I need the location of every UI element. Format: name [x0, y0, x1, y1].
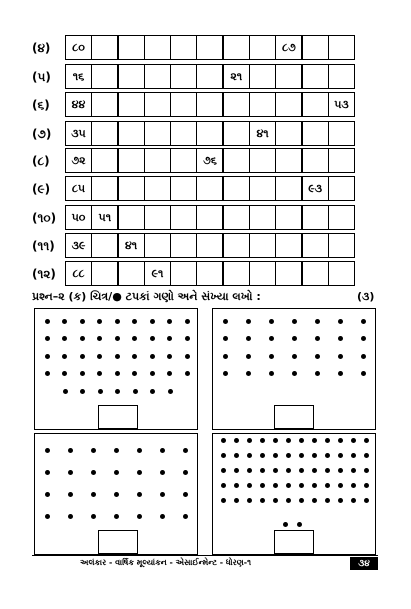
dot	[160, 448, 165, 453]
grid-cell	[249, 261, 277, 286]
dot	[351, 498, 356, 503]
grid-cell	[144, 35, 172, 60]
grid-cell	[222, 176, 250, 201]
dot	[97, 371, 102, 376]
dot	[150, 354, 155, 359]
dot	[221, 468, 226, 473]
dot	[338, 483, 343, 488]
grid-row	[66, 176, 355, 201]
grid-cell: ૫૧	[91, 205, 119, 230]
dot	[183, 492, 188, 497]
dot	[361, 336, 366, 341]
grid-cell	[144, 233, 172, 258]
dot	[247, 453, 252, 458]
grid-cell	[170, 92, 198, 117]
grid-cell	[328, 35, 356, 60]
grid-cell	[117, 148, 145, 173]
grid-cell	[144, 205, 172, 230]
grid-cell	[275, 205, 303, 230]
grid-cell: ૪૪	[65, 92, 93, 117]
dot	[150, 319, 155, 324]
grid-cell: ૮૦	[65, 35, 93, 60]
grid-cell	[301, 233, 329, 258]
grid-cell	[328, 176, 356, 201]
dot	[315, 336, 320, 341]
grid-cell	[328, 261, 356, 286]
grid-cell	[275, 92, 303, 117]
dot	[312, 453, 317, 458]
dot	[185, 336, 190, 341]
dot	[315, 371, 320, 376]
dot	[132, 319, 137, 324]
dot	[286, 438, 291, 443]
grid-cell	[275, 121, 303, 146]
dot	[234, 498, 239, 503]
dot	[150, 371, 155, 376]
dot	[338, 438, 343, 443]
dot	[137, 492, 142, 497]
dot	[98, 389, 103, 394]
dot	[68, 514, 73, 519]
dot	[312, 483, 317, 488]
grid-cell: ૯૧	[144, 261, 172, 286]
dot	[338, 319, 343, 324]
grid-row	[66, 92, 355, 117]
dot	[338, 354, 343, 359]
dot	[62, 354, 67, 359]
dot	[351, 438, 356, 443]
dot	[183, 514, 188, 519]
grid-cell	[144, 64, 172, 89]
dot	[246, 371, 251, 376]
grid-cell	[91, 261, 119, 286]
grid-cell	[196, 176, 224, 201]
grid-cell	[170, 205, 198, 230]
grid-cell	[91, 148, 119, 173]
grid-cell	[170, 121, 198, 146]
dot	[68, 492, 73, 497]
grid-cell	[91, 121, 119, 146]
grid-cell	[91, 176, 119, 201]
grid-cell	[196, 35, 224, 60]
grid-cell	[117, 121, 145, 146]
grid-cell: ૩૯	[65, 233, 93, 258]
dot	[221, 483, 226, 488]
grid-row	[66, 148, 355, 173]
dot	[223, 319, 228, 324]
grid-cell	[117, 35, 145, 60]
page-number: ૩૪	[350, 557, 378, 570]
dot	[361, 371, 366, 376]
dot	[45, 354, 50, 359]
grid-cell	[196, 121, 224, 146]
grid-cell	[222, 205, 250, 230]
dot	[115, 319, 120, 324]
dot	[168, 389, 173, 394]
grid-row	[66, 205, 355, 230]
grid-cell	[117, 176, 145, 201]
grid-cell: ૯૩	[301, 176, 329, 201]
dot	[292, 371, 297, 376]
row-label: (૧૦)	[32, 211, 57, 225]
row-label: (૯)	[32, 182, 51, 196]
dot	[299, 453, 304, 458]
dot	[273, 468, 278, 473]
dot	[45, 514, 50, 519]
dot	[80, 336, 85, 341]
dot	[185, 354, 190, 359]
dot	[325, 483, 330, 488]
dot	[114, 470, 119, 475]
dot	[246, 319, 251, 324]
grid-cell: ૭૬	[196, 148, 224, 173]
dot	[80, 354, 85, 359]
dot	[315, 319, 320, 324]
row-label: (૭)	[32, 127, 52, 141]
grid-cell: ૭૨	[65, 148, 93, 173]
dot	[97, 336, 102, 341]
dot	[150, 336, 155, 341]
dot	[115, 389, 120, 394]
dot	[167, 336, 172, 341]
row-label: (૮)	[32, 154, 50, 168]
dot	[351, 483, 356, 488]
dot-panel-4	[212, 433, 376, 555]
goal-box	[274, 530, 314, 554]
dot	[364, 438, 369, 443]
dot-panel-2	[212, 308, 376, 430]
grid-cell	[249, 92, 277, 117]
dot	[247, 498, 252, 503]
grid-cell	[170, 148, 198, 173]
dot	[45, 319, 50, 324]
footer-text: અલંકાર - વાર્ષિક મૂલ્યાંકન - એસાઈન્મેન્ટ - ધોરણ-૧	[80, 558, 252, 567]
dot	[260, 483, 265, 488]
dot	[315, 354, 320, 359]
dot	[114, 514, 119, 519]
grid-cell	[275, 64, 303, 89]
goal-box	[274, 405, 314, 429]
dot	[115, 354, 120, 359]
dot	[80, 371, 85, 376]
dot	[132, 336, 137, 341]
dot	[137, 470, 142, 475]
dot	[97, 319, 102, 324]
dot	[167, 319, 172, 324]
dot	[247, 468, 252, 473]
grid-cell	[170, 176, 198, 201]
dot	[45, 470, 50, 475]
dot	[167, 354, 172, 359]
grid-cell: ૨૧	[222, 64, 250, 89]
dot	[160, 492, 165, 497]
footer-rule	[32, 555, 378, 556]
dot	[361, 319, 366, 324]
grid-cell	[91, 233, 119, 258]
grid-cell: ૫૦	[65, 205, 93, 230]
grid-cell	[91, 64, 119, 89]
dot	[286, 498, 291, 503]
grid-cell	[117, 261, 145, 286]
dot	[221, 453, 226, 458]
grid-cell: ૩૫	[65, 121, 93, 146]
dot	[351, 453, 356, 458]
dot	[351, 468, 356, 473]
dot	[283, 522, 288, 527]
dot	[114, 492, 119, 497]
dot	[299, 438, 304, 443]
grid-cell	[222, 35, 250, 60]
grid-cell	[91, 35, 119, 60]
dot	[260, 468, 265, 473]
dot	[97, 354, 102, 359]
grid-cell	[328, 205, 356, 230]
dot	[183, 448, 188, 453]
grid-cell	[328, 148, 356, 173]
grid-cell	[249, 148, 277, 173]
dot	[338, 371, 343, 376]
dot	[62, 319, 67, 324]
dot	[223, 354, 228, 359]
grid-cell	[301, 92, 329, 117]
grid-cell	[301, 261, 329, 286]
dot	[150, 389, 155, 394]
dot	[115, 371, 120, 376]
grid-cell: ૮૮	[65, 261, 93, 286]
grid-cell	[144, 121, 172, 146]
grid-cell	[301, 205, 329, 230]
dot	[292, 354, 297, 359]
grid-cell: ૫૩	[328, 92, 356, 117]
grid-cell	[117, 205, 145, 230]
dot	[312, 498, 317, 503]
grid-cell	[301, 35, 329, 60]
dot	[286, 468, 291, 473]
grid-cell	[222, 148, 250, 173]
grid-cell	[249, 233, 277, 258]
grid-cell	[222, 261, 250, 286]
dot	[361, 354, 366, 359]
grid-cell: ૮૭	[275, 35, 303, 60]
grid-cell	[196, 64, 224, 89]
grid-cell	[275, 176, 303, 201]
dot	[325, 498, 330, 503]
dot	[269, 336, 274, 341]
dot	[132, 354, 137, 359]
dot	[62, 336, 67, 341]
dot	[273, 438, 278, 443]
dot	[234, 468, 239, 473]
dot	[325, 453, 330, 458]
dot	[338, 468, 343, 473]
dot	[63, 389, 68, 394]
grid-cell	[170, 261, 198, 286]
dot	[115, 336, 120, 341]
grid-cell	[222, 92, 250, 117]
dot	[185, 371, 190, 376]
dot	[223, 336, 228, 341]
dot	[183, 470, 188, 475]
dot	[312, 438, 317, 443]
dot	[45, 492, 50, 497]
dot	[91, 470, 96, 475]
grid-cell	[196, 92, 224, 117]
grid-cell	[144, 176, 172, 201]
dot	[247, 438, 252, 443]
dot	[273, 498, 278, 503]
row-label: (૧૨)	[32, 267, 56, 281]
grid-cell	[170, 233, 198, 258]
dot	[246, 354, 251, 359]
grid-cell	[328, 121, 356, 146]
grid-cell	[196, 205, 224, 230]
dot	[68, 470, 73, 475]
dot	[133, 389, 138, 394]
grid-cell	[144, 92, 172, 117]
dot	[260, 498, 265, 503]
dot-panel-1	[34, 308, 198, 430]
goal-box	[98, 405, 138, 429]
grid-cell	[117, 64, 145, 89]
dot	[167, 371, 172, 376]
dot	[223, 371, 228, 376]
dot	[132, 371, 137, 376]
dot	[260, 438, 265, 443]
grid-cell	[328, 64, 356, 89]
grid-cell	[301, 121, 329, 146]
grid-cell	[196, 233, 224, 258]
question-marks: (૩)	[357, 290, 375, 303]
dot	[269, 371, 274, 376]
dot	[286, 483, 291, 488]
grid-cell: ૧૬	[65, 64, 93, 89]
grid-cell	[275, 148, 303, 173]
grid-row	[66, 35, 355, 60]
dot	[338, 453, 343, 458]
dot	[234, 438, 239, 443]
dot	[325, 438, 330, 443]
dot	[137, 448, 142, 453]
question-title: પ્રશ્ન–૨ (ક) ચિત્ર/● ટપકાં ગણો અને સંખ્યા લખો :	[32, 290, 261, 303]
grid-cell	[249, 176, 277, 201]
grid-cell	[301, 148, 329, 173]
dot	[297, 522, 302, 527]
row-label: (૧૧)	[32, 239, 55, 253]
dot	[160, 470, 165, 475]
grid-cell	[275, 233, 303, 258]
dot	[221, 498, 226, 503]
grid-cell	[170, 35, 198, 60]
dot	[247, 483, 252, 488]
dot	[80, 389, 85, 394]
grid-row	[66, 121, 355, 146]
dot	[221, 438, 226, 443]
grid-cell	[249, 205, 277, 230]
dot	[364, 468, 369, 473]
grid-cell	[328, 233, 356, 258]
dot	[62, 371, 67, 376]
grid-row	[66, 233, 355, 258]
dot	[45, 448, 50, 453]
grid-cell	[249, 64, 277, 89]
row-label: (૬)	[32, 98, 50, 112]
grid-row	[66, 64, 355, 89]
grid-row	[66, 261, 355, 286]
row-label: (૪)	[32, 41, 51, 55]
dot	[91, 492, 96, 497]
dot	[299, 468, 304, 473]
dot	[292, 336, 297, 341]
dot	[137, 514, 142, 519]
dot-panel-3	[34, 433, 198, 555]
goal-box	[98, 530, 138, 554]
dot	[364, 498, 369, 503]
dot	[338, 498, 343, 503]
dot	[299, 483, 304, 488]
grid-cell	[144, 148, 172, 173]
grid-cell: ૪૧	[117, 233, 145, 258]
grid-cell	[117, 92, 145, 117]
dot	[68, 448, 73, 453]
dot	[114, 448, 119, 453]
dot	[364, 453, 369, 458]
dot	[269, 319, 274, 324]
dot	[325, 468, 330, 473]
grid-cell	[170, 64, 198, 89]
grid-cell: ૪૧	[249, 121, 277, 146]
dot	[91, 448, 96, 453]
grid-cell	[91, 92, 119, 117]
dot	[160, 514, 165, 519]
grid-cell	[249, 35, 277, 60]
grid-cell	[222, 121, 250, 146]
grid-cell	[275, 261, 303, 286]
dot	[292, 319, 297, 324]
dot	[273, 453, 278, 458]
dot	[286, 453, 291, 458]
dot	[312, 468, 317, 473]
grid-cell	[301, 64, 329, 89]
dot	[299, 498, 304, 503]
grid-cell	[196, 261, 224, 286]
dot	[80, 319, 85, 324]
grid-cell: ૮૫	[65, 176, 93, 201]
dot	[364, 483, 369, 488]
dot	[45, 336, 50, 341]
dot	[234, 453, 239, 458]
dot	[234, 483, 239, 488]
dot	[45, 371, 50, 376]
row-label: (૫)	[32, 70, 51, 84]
dot	[269, 354, 274, 359]
dot	[260, 453, 265, 458]
dot	[338, 336, 343, 341]
dot	[246, 336, 251, 341]
grid-cell	[222, 233, 250, 258]
dot	[273, 483, 278, 488]
dot	[91, 514, 96, 519]
dot	[185, 319, 190, 324]
